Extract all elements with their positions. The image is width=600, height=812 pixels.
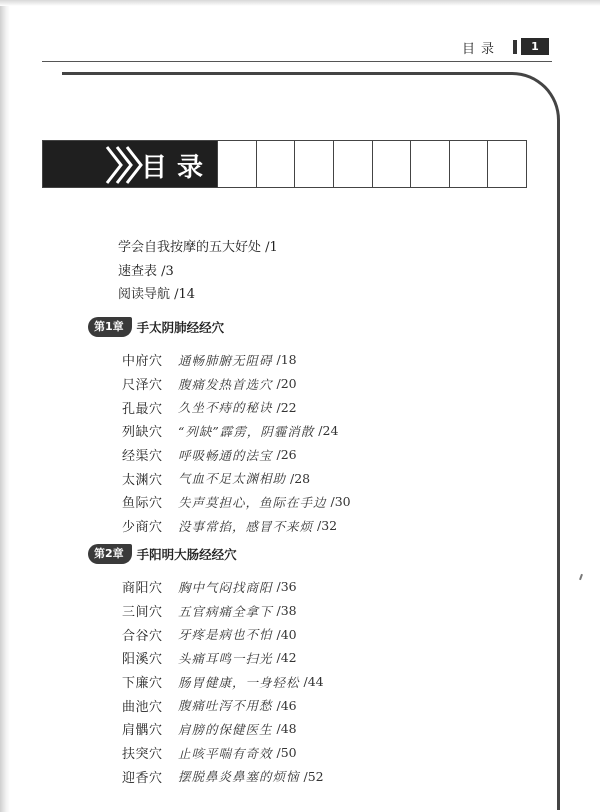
toc-entry-page: /22 bbox=[276, 399, 297, 415]
acupoint-name: 孔最穴 bbox=[122, 401, 163, 417]
toc-entry[interactable] bbox=[118, 236, 278, 260]
toc-entry-page: /20 bbox=[276, 376, 297, 392]
toc-entry-text: 速查表 bbox=[118, 263, 158, 279]
toc-entry[interactable] bbox=[122, 765, 324, 789]
toc-entry[interactable] bbox=[122, 741, 324, 765]
toc-entry-page: /32 bbox=[317, 518, 338, 534]
chapter-entries bbox=[122, 348, 351, 538]
toc-entry-page: /30 bbox=[330, 494, 351, 510]
running-head: 目录 bbox=[462, 42, 501, 57]
toc-entry-page: /24 bbox=[318, 423, 339, 439]
page-title: 目录 bbox=[141, 153, 214, 183]
toc-entry-page: /38 bbox=[276, 603, 297, 619]
toc-entry-text: 阅读导航 bbox=[118, 287, 171, 302]
toc-entry[interactable] bbox=[118, 283, 278, 307]
chapter-badge: 第1章 bbox=[88, 317, 132, 337]
chapter-title: 手阳明大肠经经穴 bbox=[136, 547, 237, 562]
toc-entry[interactable] bbox=[122, 419, 351, 443]
toc-entry[interactable] bbox=[122, 443, 351, 467]
acupoint-name: 迎香穴 bbox=[122, 770, 163, 786]
toc-entry[interactable] bbox=[122, 646, 324, 670]
banner-cell bbox=[217, 141, 256, 187]
banner-cell bbox=[449, 141, 488, 187]
acupoint-description: 五官病痛全拿下 bbox=[178, 603, 273, 619]
toc-entry[interactable] bbox=[122, 717, 324, 741]
acupoint-name: 太渊穴 bbox=[122, 472, 163, 488]
toc-entry-text: 学会自我按摩的五大好处 bbox=[118, 240, 262, 255]
toc-entry-page: /48 bbox=[276, 721, 297, 737]
toc-entry-page: /26 bbox=[276, 447, 297, 463]
toc-entry-page: /46 bbox=[276, 697, 297, 713]
acupoint-name: 扶突穴 bbox=[122, 747, 163, 763]
chapter-2 bbox=[88, 543, 324, 788]
toc-entry-page: /1 bbox=[265, 240, 278, 255]
toc-entry-page: /18 bbox=[276, 352, 297, 368]
toc-entry-page: /3 bbox=[161, 263, 174, 279]
acupoint-description: 胸中气闷找商阳 bbox=[178, 579, 273, 595]
acupoint-description: 腹痛吐泻不用愁 bbox=[178, 698, 273, 714]
toc-entry[interactable] bbox=[122, 395, 351, 419]
acupoint-name: 鱼际穴 bbox=[122, 496, 163, 512]
chapter-title: 手太阴肺经经穴 bbox=[136, 320, 225, 335]
acupoint-description: 失声莫担心，鱼际在手边 bbox=[178, 494, 327, 510]
acupoint-description: 气血不足太渊相助 bbox=[178, 471, 287, 487]
acupoint-description: 肩膀的保健医生 bbox=[178, 721, 273, 737]
toc-entry[interactable] bbox=[122, 348, 351, 372]
toc-entry-page: /42 bbox=[276, 650, 297, 666]
banner-cell bbox=[410, 141, 449, 187]
scan-shadow-left bbox=[0, 0, 10, 812]
chapter-badge: 第2章 bbox=[88, 544, 132, 564]
acupoint-name: 曲池穴 bbox=[122, 699, 163, 715]
acupoint-description: “列缺”霹雳，阴霾消散 bbox=[178, 423, 315, 439]
toc-entry[interactable] bbox=[122, 466, 351, 490]
scan-mark bbox=[579, 574, 583, 580]
acupoint-name: 经渠穴 bbox=[122, 449, 163, 465]
chevron-right-icon bbox=[103, 141, 143, 187]
title-banner-dark bbox=[43, 141, 217, 187]
acupoint-name: 阳溪穴 bbox=[122, 652, 163, 668]
acupoint-description: 腹痛发热首选穴 bbox=[178, 376, 273, 392]
acupoint-description: 止咳平喘有奇效 bbox=[178, 745, 273, 761]
toc-entry[interactable] bbox=[122, 514, 351, 538]
toc-entry-page: /44 bbox=[303, 674, 324, 690]
acupoint-name: 商阳穴 bbox=[122, 581, 163, 597]
acupoint-name: 中府穴 bbox=[122, 354, 163, 370]
toc-entry-page: /36 bbox=[276, 579, 297, 595]
toc-entry[interactable] bbox=[122, 575, 324, 599]
banner-cell bbox=[256, 141, 295, 187]
banner-cell bbox=[487, 141, 526, 187]
chapter-heading bbox=[88, 543, 324, 565]
acupoint-description: 摆脱鼻炎鼻塞的烦恼 bbox=[178, 769, 300, 785]
chapter-1 bbox=[88, 316, 351, 538]
header-rule bbox=[42, 61, 552, 62]
banner-cell bbox=[294, 141, 333, 187]
toc-entry-page: /14 bbox=[174, 287, 196, 302]
acupoint-name: 肩髃穴 bbox=[122, 723, 163, 739]
toc-entry[interactable] bbox=[122, 490, 351, 514]
acupoint-description: 通畅肺腑无阻碍 bbox=[178, 352, 273, 368]
toc-entry-page: /52 bbox=[303, 768, 324, 784]
toc-entry[interactable] bbox=[118, 260, 278, 284]
acupoint-description: 久坐不痔的秘诀 bbox=[178, 400, 273, 416]
acupoint-description: 牙疼是病也不怕 bbox=[178, 627, 273, 643]
toc-entry[interactable] bbox=[122, 670, 324, 694]
acupoint-name: 合谷穴 bbox=[122, 628, 163, 644]
acupoint-name: 下廉穴 bbox=[122, 676, 163, 692]
frame-cover bbox=[42, 68, 62, 76]
toc-entry-page: /50 bbox=[276, 745, 297, 761]
page-number: 1 bbox=[521, 38, 549, 55]
intro-entries bbox=[118, 236, 278, 307]
header-bar-mark bbox=[513, 40, 517, 54]
toc-entry[interactable] bbox=[122, 693, 324, 717]
title-banner bbox=[42, 140, 527, 188]
acupoint-description: 头痛耳鸣一扫光 bbox=[178, 650, 273, 666]
toc-entry[interactable] bbox=[122, 599, 324, 623]
acupoint-description: 没事常掐，感冒不来烦 bbox=[178, 518, 314, 534]
acupoint-name: 少商穴 bbox=[122, 520, 163, 536]
chapter-heading bbox=[88, 316, 351, 338]
banner-cell bbox=[372, 141, 411, 187]
toc-entry-page: /40 bbox=[276, 626, 297, 642]
scan-shadow-top bbox=[0, 0, 600, 6]
toc-entry[interactable] bbox=[122, 372, 351, 396]
chapter-entries bbox=[122, 575, 324, 788]
title-banner-cells bbox=[217, 141, 526, 187]
acupoint-description: 呼吸畅通的法宝 bbox=[178, 447, 273, 463]
acupoint-name: 三间穴 bbox=[122, 605, 163, 621]
acupoint-name: 尺泽穴 bbox=[122, 378, 163, 394]
acupoint-description: 肠胃健康，一身轻松 bbox=[178, 674, 300, 690]
toc-entry-page: /28 bbox=[290, 470, 311, 486]
acupoint-name: 列缺穴 bbox=[122, 425, 163, 441]
banner-cell bbox=[333, 141, 372, 187]
toc-entry[interactable] bbox=[122, 622, 324, 646]
